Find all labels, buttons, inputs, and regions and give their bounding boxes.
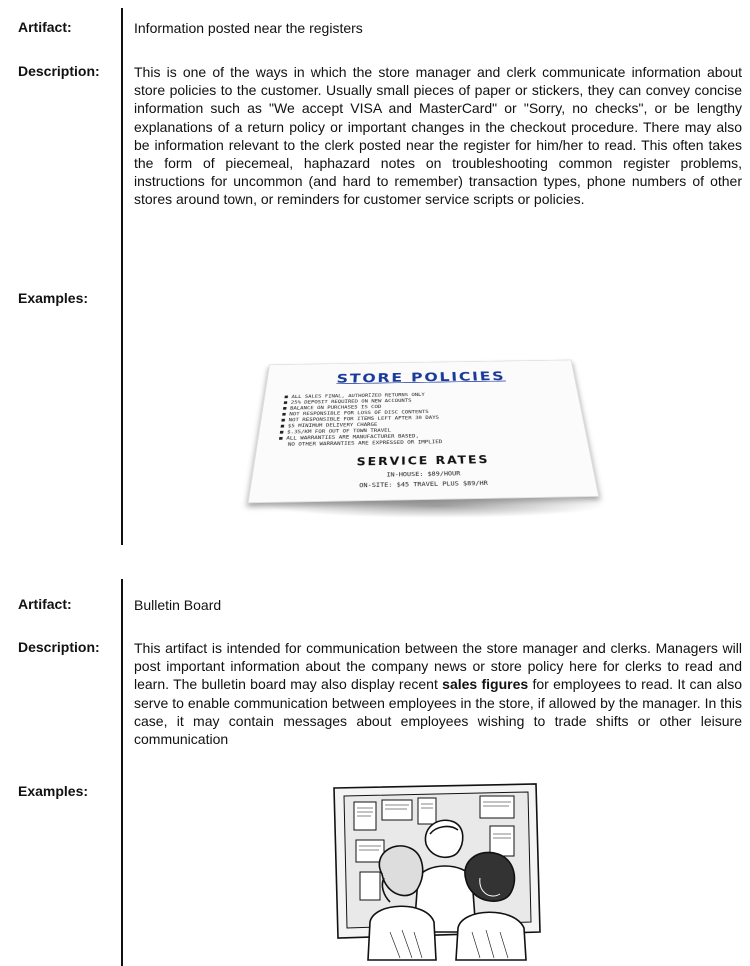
card-policy-item: ■ $5 MINIMUM DELIVERY CHARGE [280, 419, 576, 430]
divider-line [121, 8, 123, 545]
bulletin-board-cartoon [330, 782, 546, 962]
card-service-title: SERVICE RATES [356, 454, 490, 469]
examples-label: Examples: [18, 290, 89, 306]
card-policy-item: ■ 25% DEPOSIT REQUIRED ON NEW ACCOUNTS [283, 396, 571, 406]
artifact-label: Artifact: [18, 19, 72, 35]
card-policy-item: ■ $.35/KM FOR OUT OF TOWN TRAVEL [279, 425, 577, 436]
description-text: This is one of the ways in which the store manager and clerk communicate information about store policies to the customer. Usually small pieces of paper or stickers, they can convey concise information such as "We accept VISA and MasterCard" or "Sorry, no checks", or be lengthy explanations of a return policy or important changes in the checkout procedure. There may also be information relevant to the clerk posted near the register for him/her to read. This often takes the form of piecemeal, haphazard notes on troubleshooting common register problems, instructions for uncommon (and hard to remember) transaction types, phone numbers of other stores around town, or reminders for customer service scripts or policies. [134, 64, 742, 208]
card-policy-item: NO OTHER WARRANTIES ARE EXPRESSED OR IMPLIED [287, 439, 443, 448]
divider-line [121, 579, 123, 966]
card-policy-item: ■ BALANCE ON PURCHASES IS COD [283, 401, 573, 412]
examples-label: Examples: [18, 783, 89, 799]
description-text-part: for employees to read. It can also serve to enable communication between employees in the store, if allowed by the manager. In this case, it may contain messages about employees wishing to trade shifts or other leisure communication [134, 676, 743, 748]
card-policy-item: ■ NOT RESPONSIBLE FOR ITEMS LEFT AFTER 30 DAYS [281, 413, 575, 424]
artifact-label: Artifact: [18, 596, 72, 612]
card-policy-item: ■ ALL WARRANTIES ARE MANUFACTURER BASED, [279, 431, 579, 442]
description-text-part: This artifact is intended for communication between the store manager and clerks. Managers will post important information about the company news or store policy here for clerks to read and learn. The bulletin board may also display recent [134, 640, 742, 693]
card-policy-item: ■ ALL SALES FINAL, AUTHORIZED RETURNS ONLY [284, 390, 571, 400]
description-label: Description: [18, 63, 100, 79]
card-rate-inhouse: IN-HOUSE: $89/HOUR [386, 470, 461, 479]
description-text [134, 639, 742, 748]
description-bold-term: sales figures [442, 676, 529, 693]
card-rate-onsite: ON-SITE: $45 TRAVEL PLUS $89/HR [359, 479, 489, 489]
card-title: STORE POLICIES [336, 369, 507, 387]
artifact-value: Information posted near the registers [134, 20, 363, 36]
store-policies-card [247, 360, 599, 504]
store-policies-card-image [248, 318, 608, 528]
description-label: Description: [18, 639, 100, 655]
card-policy-list [278, 390, 580, 448]
card-policy-item: ■ NOT RESPONSIBLE FOR LOSS OF DISC CONTENTS [282, 407, 574, 418]
artifact-value: Bulletin Board [134, 597, 222, 613]
